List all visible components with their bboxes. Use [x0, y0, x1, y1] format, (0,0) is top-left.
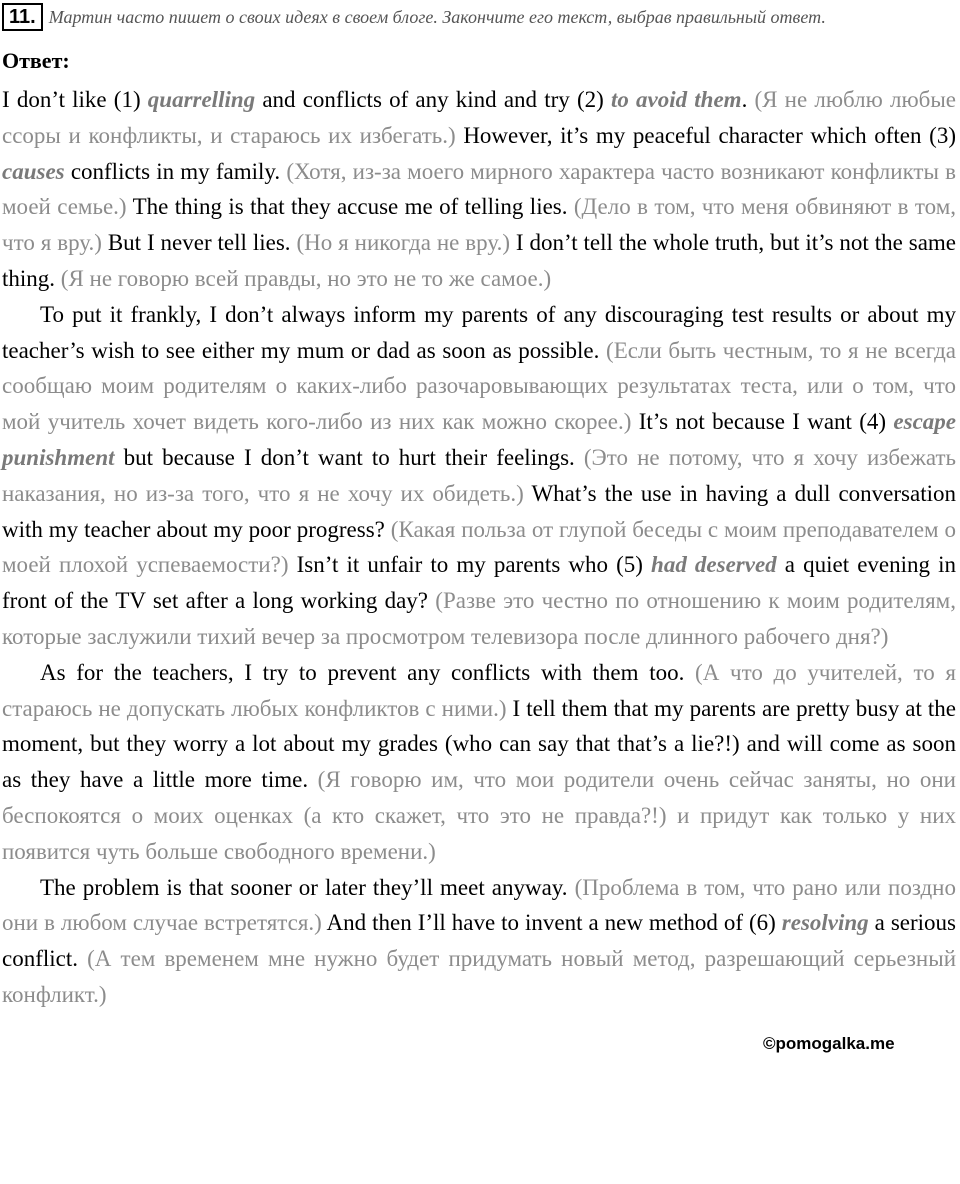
answer-word: had deserved — [651, 552, 777, 578]
english-text: And then I’ll have to invent a new method of (6) — [321, 910, 782, 936]
translation-text: (А что до учителей, то я стараюсь не допускать любых конфликтов с ними.) — [2, 659, 956, 721]
translation-text: (Но я никогда не вру.) — [296, 230, 510, 256]
english-text: but because I don’t want to hurt their feelings. — [114, 444, 584, 470]
english-text: It’s not because I want (4) — [631, 409, 894, 435]
translation-text: (Дело в том, что меня обвиняют в том, что я вру.) — [2, 194, 956, 256]
task-header — [2, 2, 956, 32]
paragraph — [2, 655, 956, 870]
english-text: and conflicts of any kind and try (2) — [255, 87, 611, 112]
translation-text: (Какая польза от глупой беседы с моим преподавателем о моей плохой успеваемости?) — [2, 516, 957, 578]
english-text: . — [741, 87, 755, 112]
english-text: But I never tell lies. — [101, 230, 297, 256]
english-text: As for the teachers, I try to prevent any conflicts with them too. — [40, 659, 696, 685]
translation-text: (Проблема в том, что рано или поздно они в любом случае встретятся.) — [2, 874, 956, 936]
english-text: The thing is that they accuse me of telling lies. — [126, 194, 574, 220]
answer-word: causes — [2, 158, 65, 184]
translation-text: (Я не говорю всей правды, но это не то же самое.) — [60, 265, 552, 291]
english-text: Isn’t it unfair to my parents who (5) — [288, 552, 652, 578]
task-number: 11. — [2, 3, 43, 31]
translation-text: (Разве это честно по отношению к моим родителям, которые заслужили тихий вечер за просмотром телевизора после длинного рабочего дня?) — [2, 588, 956, 649]
translation-text: (Если быть честным, то я не всегда сообщаю моим родителям о каких-либо разочаровывающих результатах теста, или о том, что мой учитель хочет видеть кого-либо из них как можно скорее.) — [2, 337, 956, 435]
task-instruction: Мартин часто пишет о своих идеях в своем блоге. Закончите его текст, выбрав правильный ответ. — [48, 7, 826, 27]
english-text: The problem is that sooner or later they’ll meet anyway. — [40, 874, 575, 900]
translation-text: (Я говорю им, что мои родители очень сейчас заняты, но они беспокоятся о моих оценках (а кто скажет, что это не правда?!) и придут как только у них появится чуть больше свободного времени.) — [2, 767, 956, 864]
answer-label: Ответ: — [2, 48, 70, 73]
translation-text: (А тем временем мне нужно будет придумать новый метод, разрешающий серьезный конфликт.) — [2, 946, 956, 1007]
translation-text: (Это не потому, что я хочу избежать наказания, но из-за того, что я не хочу их обидеть.) — [2, 444, 956, 506]
answer-word: escape punishment — [2, 409, 956, 470]
answer-word: to avoid them — [610, 87, 742, 112]
english-text: conflicts in my family. — [64, 158, 287, 184]
answer-word: resolving — [781, 910, 869, 936]
english-text: a quiet evening in front of the TV set after a long working day? — [2, 552, 956, 614]
site-watermark: ©pomogalka.me — [763, 1034, 895, 1053]
paragraph — [2, 870, 956, 1013]
english-text: However, it’s my peaceful character which often (3) — [455, 122, 956, 148]
answer-word: quarrelling — [147, 87, 256, 112]
translation-text: (Я не люблю любые ссоры и конфликты, и стараюсь их избегать.) — [2, 87, 956, 148]
english-text: a serious conflict. — [2, 910, 956, 972]
english-text: I don’t like (1) — [2, 87, 148, 112]
english-text: I don’t tell the whole truth, but it’s not the same thing. — [2, 230, 956, 291]
translation-text: (Хотя, из-за моего мирного характера часто возникают конфликты в моей семье.) — [2, 158, 956, 220]
english-text: What’s the use in having a dull conversation with my teacher about my poor progress? — [2, 480, 956, 542]
answer-body — [2, 82, 956, 1013]
paragraph — [2, 297, 956, 655]
paragraph — [2, 82, 956, 297]
english-text: To put it frankly, I don’t always inform my parents of any discouraging test results or about my teacher’s wish to see either my mum or dad as soon as possible. — [2, 301, 956, 363]
english-text: I tell them that my parents are pretty busy at the moment, but they worry a lot about my grades (who can say that that’s a lie?!) and will come as soon as they have a little more time. — [2, 695, 956, 793]
